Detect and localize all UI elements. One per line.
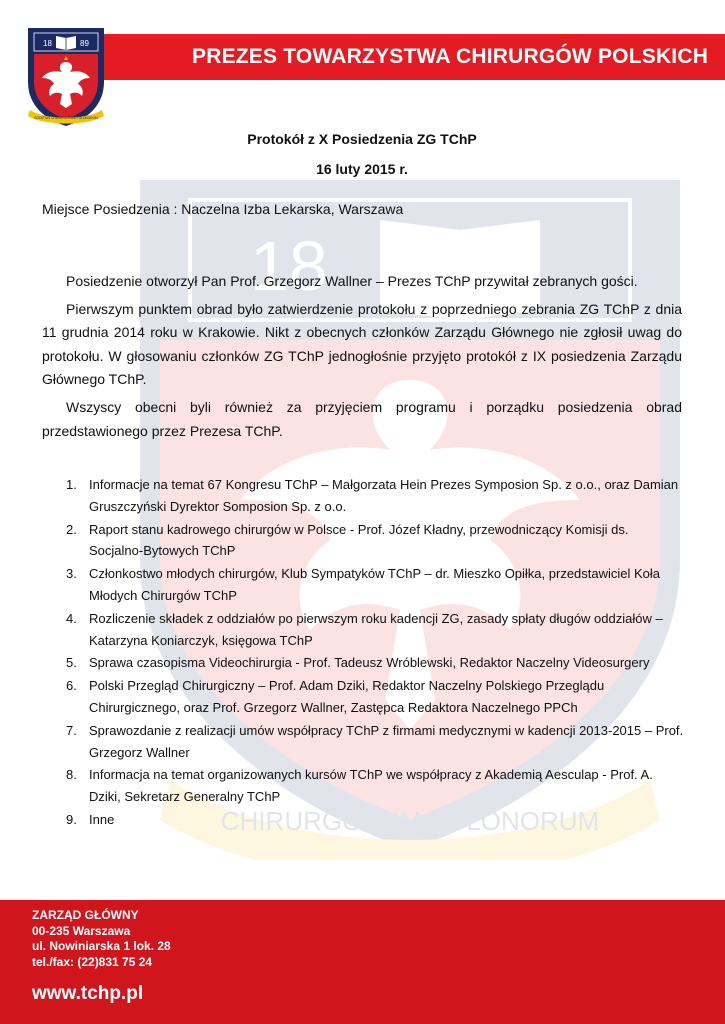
document-date: 16 luty 2015 r. [316, 161, 408, 177]
agenda-item-number: 9. [66, 811, 77, 827]
footer-street: ul. Nowiniarska 1 lok. 28 [32, 939, 171, 953]
paragraph-agenda-approval: Wszyscy obecni byli również za przyjęciem programu i porządku posiedzenia obrad przedstawionego przez Prezesa TChP. [42, 398, 682, 439]
crest-year-right: 89 [80, 39, 89, 48]
agenda-item [66, 608, 686, 652]
document-title-block [42, 124, 682, 184]
agenda-item-number: 5. [66, 655, 77, 671]
agenda-item [66, 720, 686, 764]
agenda-item-number: 7. [66, 722, 77, 738]
agenda-item [66, 652, 686, 674]
agenda-item [66, 474, 686, 518]
watermark-motto: CHIRURGORUM POLONORUM [220, 806, 600, 836]
agenda-item-text: Polski Przegląd Chirurgiczny – Prof. Adam Dziki, Redaktor Naczelny Polskiego Przeglądu Chirurgicznego, oraz Prof. Grzegorz Wallner, Zastępca Redaktora Naczelnego PPCh [89, 678, 605, 715]
agenda-item-text: Sprawozdanie z realizacji umów współpracy TChP z firmami medycznymi w kadencji 2013-2015 – Prof. Grzegorz Wallner [89, 722, 684, 760]
agenda-item [66, 675, 686, 719]
agenda-item-text: Informacja na temat organizowanych kursów TChP we współpracy z Akademią Aesculap - Prof. A. Dziki, Sekretarz Generalny TChP [89, 767, 653, 805]
paragraph-protocol-approval: Pierwszym punktem obrad było zatwierdzenie protokołu z poprzedniego zebrania ZG TChP z dnia 11 grudnia 2014 roku w Krakowie. Nikt z obecnych członków Zarządu Głównego nie zgłosił uwag do protokołu. W głosowaniu członków ZG TChP jednogłośnie przyjęto protokół z IX posiedzenia Zarządu Głównego TChP. [42, 300, 682, 388]
body-text [42, 270, 682, 443]
footer [0, 900, 725, 1024]
agenda-item [66, 563, 686, 607]
crest-ribbon-text: SOCIETAS CHIRURGORUM POLONORUM [34, 116, 98, 120]
agenda-item-number: 1. [66, 477, 77, 492]
document-title: Protokół z X Posiedzenia ZG TChP [247, 131, 477, 147]
agenda-item-number: 6. [66, 678, 77, 694]
watermark-year: 18 [250, 227, 328, 305]
agenda-item-number: 3. [66, 566, 77, 582]
header-title: PREZES TOWARZYSTWA CHIRURGÓW POLSKICH [192, 45, 709, 68]
agenda-item-text: Sprawa czasopisma Videochirurgia - Prof. Tadeusz Wróblewski, Redaktor Naczelny Videosurgery [89, 655, 650, 671]
agenda-item-text: Informacje na temat 67 Kongresu TChP – Małgorzata Hein Prezes Symposion Sp. z o.o., oraz Damian Gruszczyński Dyrektor Somposion Sp. z o.o. [89, 477, 679, 514]
footer-org: ZARZĄD GŁÓWNY [32, 908, 139, 922]
agenda-list [66, 474, 686, 832]
paragraph-opening: Posiedzenie otworzył Pan Prof. Grzegorz Wallner – Prezes TChP przywitał zebranych gości. [66, 273, 638, 289]
agenda-item-text: Członkostwo młodych chirurgów, Klub Sympatyków TChP – dr. Mieszko Opiłka, przedstawiciel Koła Młodych Chirurgów TChP [89, 566, 661, 603]
footer-postcode-city: 00-235 Warszawa [32, 923, 131, 938]
agenda-item-number: 8. [66, 767, 77, 783]
agenda-item-text: Raport stanu kadrowego chirurgów w Polsce - Prof. Józef Kładny, przewodniczący Komisji ds. Socjalno-Bytowych TChP [89, 521, 629, 559]
agenda-item-text: Inne [89, 811, 115, 827]
footer-website-link[interactable]: www.tchp.pl [32, 983, 144, 1004]
footer-phone: tel./fax: (22)831 75 24 [32, 954, 153, 969]
agenda-item-number: 2. [66, 521, 77, 537]
society-crest-logo [24, 24, 108, 128]
agenda-item [66, 764, 686, 808]
meeting-place: Miejsce Posiedzenia : Naczelna Izba Lekarska, Warszawa [42, 201, 404, 217]
agenda-item-text: Rozliczenie składek z oddziałów po pierwszym roku kadencji ZG, zasady spłaty długów oddziałów – Katarzyna Koniarczyk, księgowa TChP [89, 610, 663, 648]
agenda-item [66, 809, 686, 831]
footer-address [32, 908, 171, 970]
crest-year-left: 18 [43, 39, 52, 48]
agenda-item-number: 4. [66, 610, 77, 626]
agenda-item [66, 519, 686, 563]
